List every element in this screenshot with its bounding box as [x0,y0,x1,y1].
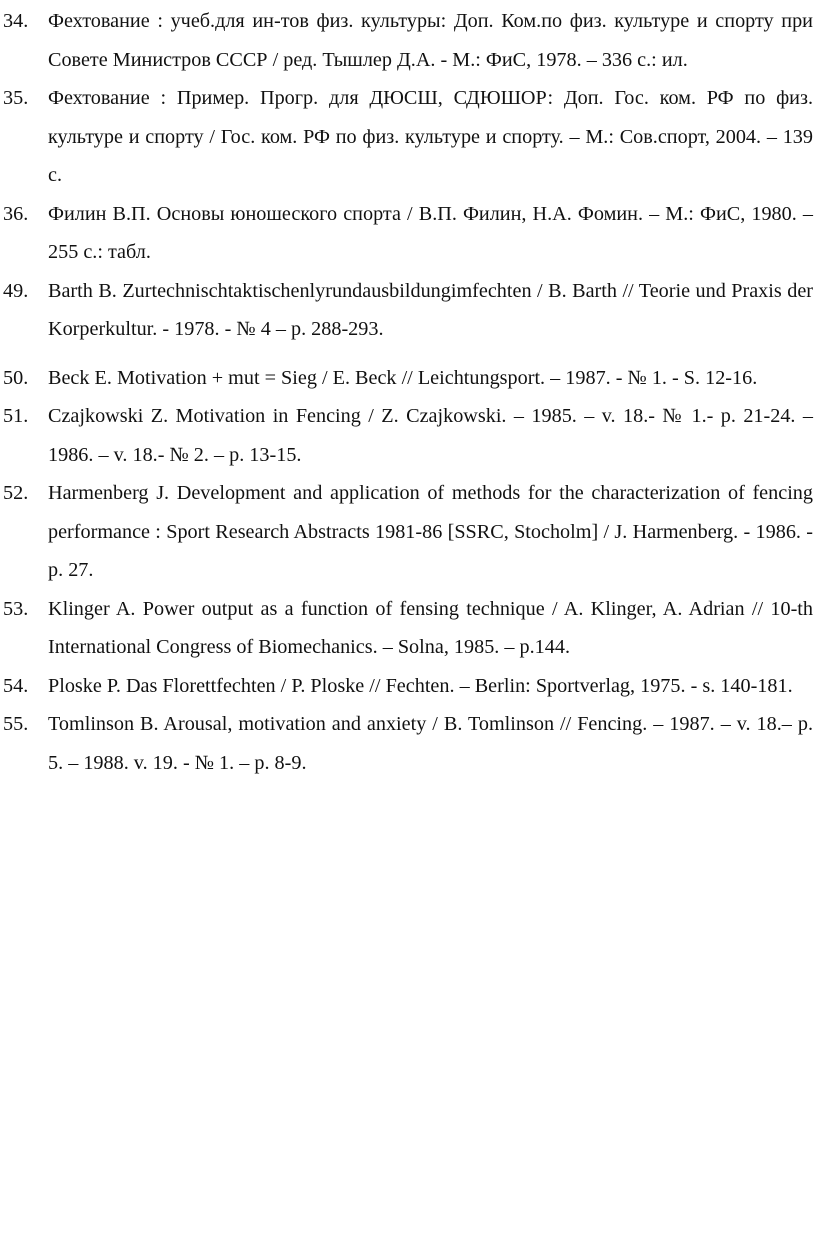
reference-text: Tomlinson B. Arousal, motivation and anxiety / B. Tomlinson // Fencing. – 1987. – v. 18.– p. 5. – 1988. v. 19. - № 1. – p. 8-9. [48,713,813,774]
reference-text: Barth B. Zurtechnischtaktischenlyrundausbildungimfechten / B. Barth // Teorie und Praxis der Korperkultur. - 1978. - № 4 – p. 288-293. [48,279,813,340]
reference-number: 54. [3,674,29,697]
reference-item [3,397,813,474]
reference-text: Филин В.П. Основы юношеского спорта / В.П. Филин, Н.А. Фомин. – М.: ФиС, 1980. – 255 с.: табл. [48,202,813,263]
reference-number: 53. [3,597,29,620]
reference-item [3,590,813,667]
reference-item [3,2,813,79]
reference-text: Czajkowski Z. Motivation in Fencing / Z. Czajkowski. – 1985. – v. 18.- № 1.- p. 21-24. – 1986. – v. 18.- № 2. – p. 13-15. [48,405,813,466]
reference-item [3,272,813,349]
reference-text: Ploske P. Das Florettfechten / P. Ploske // Fechten. – Berlin: Sportverlag, 1975. - s. 140-181. [48,674,793,697]
reference-text: Harmenberg J. Development and application of methods for the characterization of fencing performance : Sport Research Abstracts 1981-86 [SSRC, Stocholm] / J. Harmenberg. - 1986. - p. 27. [48,482,813,581]
reference-number: 36. [3,202,29,225]
reference-number: 52. [3,482,29,504]
reference-item [3,474,813,590]
reference-item [3,79,813,195]
reference-number: 51. [3,405,29,427]
reference-text: Фехтование : учеб.для ин-тов физ. культуры: Доп. Ком.по физ. культуре и спорту при Совете Министров СССР / ред. Тышлер Д.А. - М.: ФиС, 1978. – 336 с.: ил. [48,10,813,71]
reference-number: 49. [3,279,29,302]
reference-text: Beck E. Motivation + mut = Sieg / E. Beck // Leichtungsport. – 1987. - № 1. - S. 12-16. [48,366,758,389]
reference-item [3,359,813,398]
reference-item [3,195,813,272]
reference-number: 55. [3,713,29,735]
reference-list [3,2,813,782]
reference-text: Фехтование : Пример. Прогр. для ДЮСШ, СДЮШОР: Доп. Гос. ком. РФ по физ. культуре и спорту / Гос. ком. РФ по физ. культуре и спорту. – М.: Сов.спорт, 2004. – 139 с. [48,87,813,186]
reference-item [3,705,813,782]
reference-number: 34. [3,10,29,32]
reference-item [3,667,813,706]
reference-number: 35. [3,87,29,109]
reference-number: 50. [3,366,29,389]
reference-text: Klinger A. Power output as a function of fensing technique / A. Klinger, A. Adrian // 10-th International Congress of Biomechanics. – Solna, 1985. – p.144. [48,597,813,658]
